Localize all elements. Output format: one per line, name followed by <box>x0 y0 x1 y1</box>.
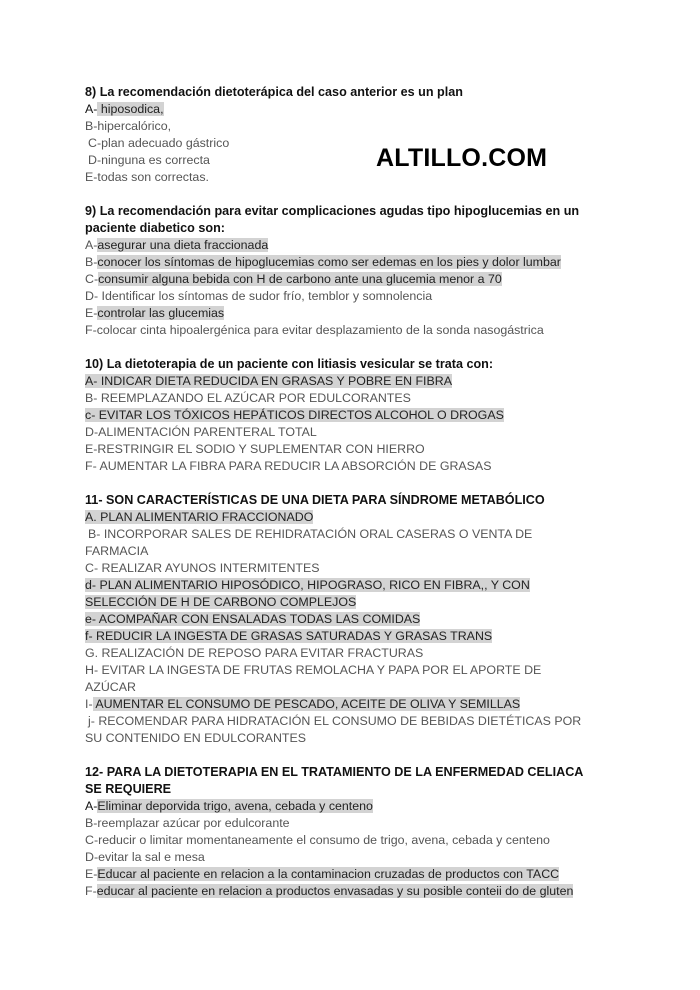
q9-option-c: C-consumir alguna bebida con H de carbono ante una glucemia menor a 70 <box>85 272 502 286</box>
q12-option-e: E-Educar al paciente en relacion a la contaminacion cruzadas de productos con TACC <box>85 867 560 881</box>
question-9-title-line2: paciente diabetico son: <box>85 221 225 235</box>
q10-option-c: c- EVITAR LOS TÓXICOS HEPÁTICOS DIRECTOS ALCOHOL O DROGAS <box>85 408 504 422</box>
question-9-title-line1: 9) La recomendación para evitar complicaciones agudas tipo hipoglucemias en un <box>85 204 580 218</box>
q11-option-d-line2: SELECCIÓN DE H DE CARBONO COMPLEJOS <box>85 595 357 609</box>
question-10-title: 10) La dietoterapia de un paciente con litiasis vesicular se trata con: <box>85 357 494 371</box>
q10-option-e: E-RESTRINGIR EL SODIO Y SUPLEMENTAR CON HIERRO <box>85 442 425 456</box>
q11-option-c: C- REALIZAR AYUNOS INTERMITENTES <box>85 561 320 575</box>
q10-option-b: B- REEMPLAZANDO EL AZÚCAR POR EDULCORANTES <box>85 391 411 405</box>
q8-option-b: B-hipercalórico, <box>85 119 172 133</box>
q9-option-f: F-colocar cinta hipoalergénica para evitar desplazamiento de la sonda nasogástrica <box>85 323 544 337</box>
q9-option-e: E-controlar las glucemias <box>85 306 225 320</box>
question-11-title: 11- SON CARACTERÍSTICAS DE UNA DIETA PARA SÍNDROME METABÓLICO <box>85 493 545 507</box>
q8-option-e: E-todas son correctas. <box>85 170 209 184</box>
q11-option-h-line1: H- EVITAR LA INGESTA DE FRUTAS REMOLACHA Y PAPA POR EL APORTE DE <box>85 663 542 677</box>
question-12-title-line2: SE REQUIERE <box>85 782 172 796</box>
q9-option-b: B-conocer los síntomas de hipoglucemias como ser edemas en los pies y dolor lumbar <box>85 255 561 269</box>
question-12-title-line1: 12- PARA LA DIETOTERAPIA EN EL TRATAMIENTO DE LA ENFERMEDAD CELIACA <box>85 765 584 779</box>
q12-option-c: C-reducir o limitar momentaneamente el consumo de trigo, avena, cebada y centeno <box>85 833 550 847</box>
q11-option-e: e- ACOMPAÑAR CON ENSALADAS TODAS LAS COMIDAS <box>85 612 421 626</box>
q11-option-b-line1: B- INCORPORAR SALES DE REHIDRATACIÓN ORAL CASERAS O VENTA DE <box>88 527 533 541</box>
q8-option-c: C-plan adecuado gástrico <box>88 136 230 150</box>
q11-option-d-line1: d- PLAN ALIMENTARIO HIPOSÓDICO, HIPOGRASO, RICO EN FIBRA,, Y CON <box>85 578 530 592</box>
q11-option-b-line2: FARMACIA <box>85 544 149 558</box>
q11-option-a: A. PLAN ALIMENTARIO FRACCIONADO <box>85 510 314 524</box>
q10-option-a: A- INDICAR DIETA REDUCIDA EN GRASAS Y POBRE EN FIBRA <box>85 374 452 388</box>
q11-option-h-line2: AZÚCAR <box>85 680 136 694</box>
q11-option-g: G. REALIZACIÓN DE REPOSO PARA EVITAR FRACTURAS <box>85 646 424 660</box>
q12-option-a: A-Eliminar deporvida trigo, avena, cebada y centeno <box>85 799 373 813</box>
watermark: ALTILLO.COM <box>376 144 548 172</box>
question-8-title: 8) La recomendación dietoterápica del caso anterior es un plan <box>85 85 463 99</box>
q12-option-d: D-evitar la sal e mesa <box>85 850 205 864</box>
q10-option-d: D-ALIMENTACIÓN PARENTERAL TOTAL <box>85 425 317 439</box>
q11-option-f: f- REDUCIR LA INGESTA DE GRASAS SATURADAS Y GRASAS TRANS <box>85 629 493 643</box>
q11-option-i: I- AUMENTAR EL CONSUMO DE PESCADO, ACEITE DE OLIVA Y SEMILLAS <box>85 697 521 711</box>
q9-option-d: D- Identificar los síntomas de sudor frío, temblor y somnolencia <box>85 289 433 303</box>
q10-option-f: F- AUMENTAR LA FIBRA PARA REDUCIR LA ABSORCIÓN DE GRASAS <box>85 459 492 473</box>
q8-option-a: A- hiposodica, <box>85 102 164 116</box>
q11-option-j-line2: SU CONTENIDO EN EDULCORANTES <box>85 731 306 745</box>
q12-option-f: F-educar al paciente en relacion a productos envasadas y su posible conteii do de gluten <box>85 884 574 898</box>
q9-option-a: A-asegurar una dieta fraccionada <box>85 238 269 252</box>
q11-option-j-line1: j- RECOMENDAR PARA HIDRATACIÓN EL CONSUMO DE BEBIDAS DIETÉTICAS POR <box>88 714 582 728</box>
q12-option-b: B-reemplazar azúcar por edulcorante <box>85 816 290 830</box>
q8-option-d: D-ninguna es correcta <box>88 153 210 167</box>
document-content <box>85 84 615 900</box>
